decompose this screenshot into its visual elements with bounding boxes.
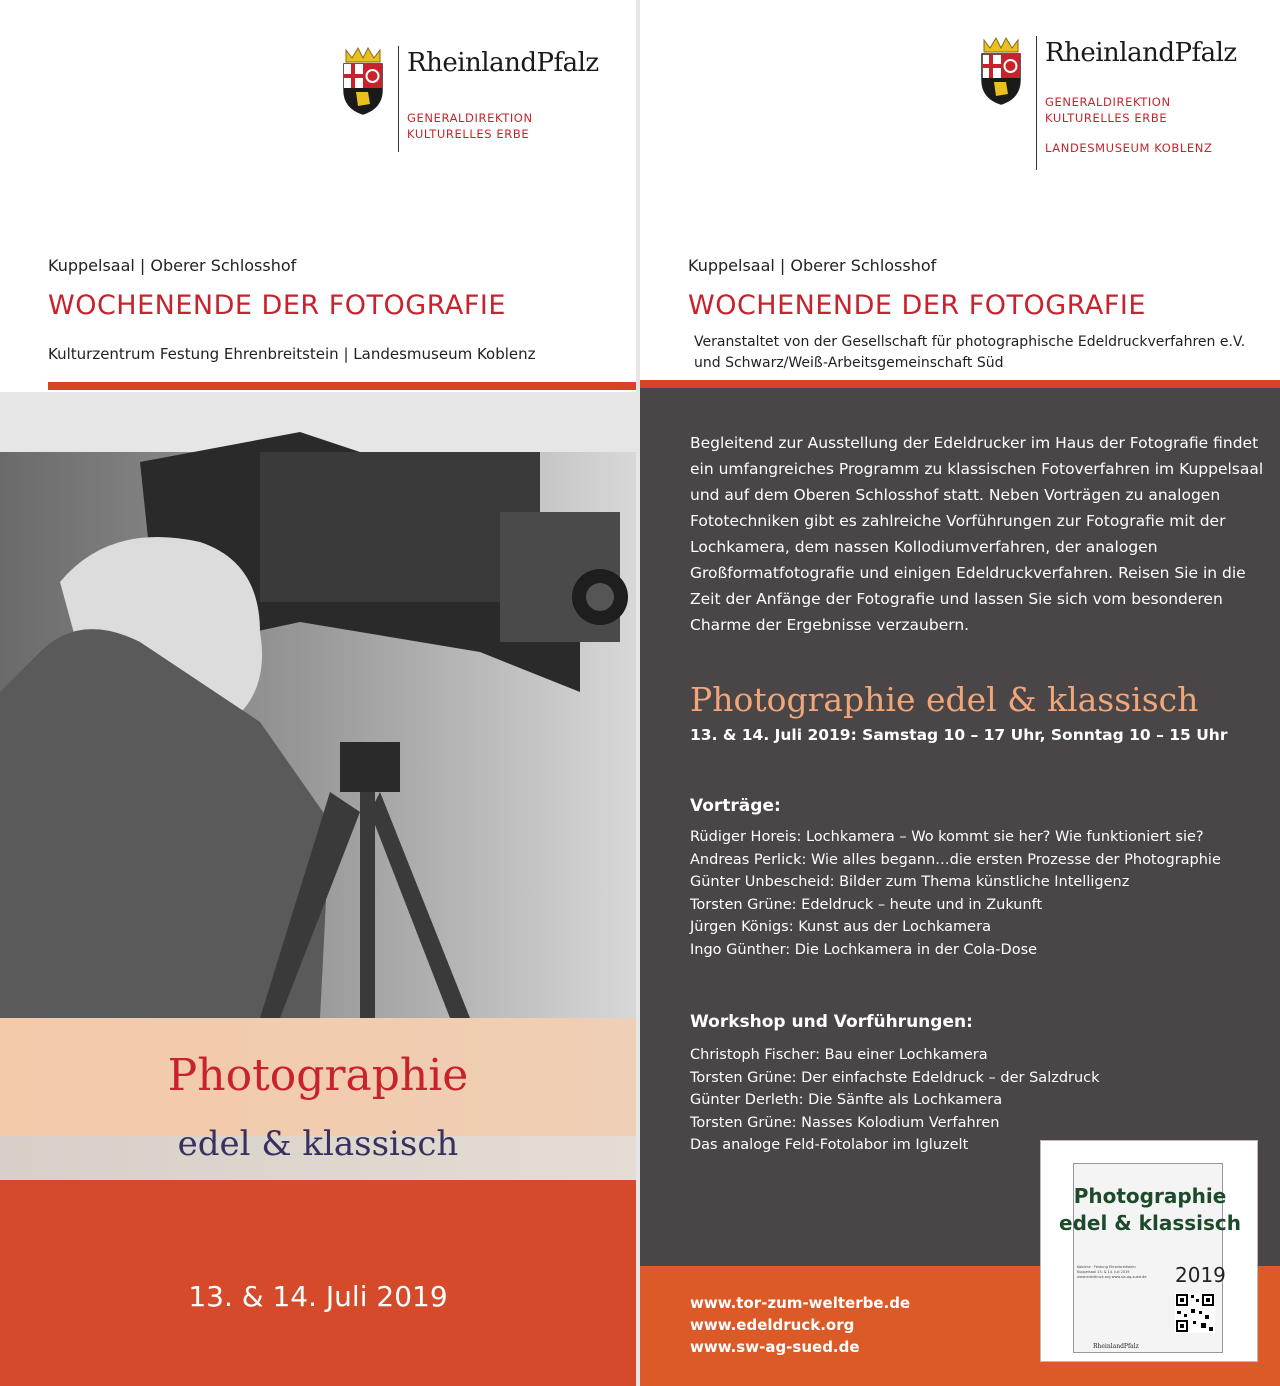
organizer-line-2: und Schwarz/Weiß-Arbeitsgemeinschaft Süd	[694, 355, 1004, 371]
venue-kicker: Kuppelsaal | Oberer Schlosshof	[688, 256, 937, 275]
event-date: 13. & 14. Juli 2019	[188, 1280, 448, 1313]
list-item: Torsten Grüne: Edeldruck – heute und in Zukunft	[690, 896, 1043, 913]
logo-sub-3: LANDESMUSEUM KOBLENZ	[1045, 141, 1213, 155]
logo-sub-2: KULTURELLES ERBE	[407, 127, 530, 141]
event-schedule: 13. & 14. Juli 2019: Samstag 10 – 17 Uhr, Sonntag 10 – 15 Uhr	[690, 726, 1228, 744]
event-headline: WOCHENENDE DER FOTOGRAFIE	[48, 290, 506, 321]
list-item: Torsten Grüne: Nasses Kolodium Verfahren	[690, 1114, 1000, 1131]
intro-text: Begleitend zur Ausstellung der Edeldrucker im Haus der Fotografie findet ein umfangreiches Programm zu klassischen Fotoverfahren im Kuppelsaal und auf dem Oberen Schlosshof statt. Neben Vorträgen zu analogen Fototechniken gibt es zahlreiche Vorführungen zur Fotografie mit der Lochkamera, dem nassen Kollodiumverfahren, der analogen Großformatfotografie und einigen Edeldruckverfahren. Reisen Sie in die Zeit der Anfänge der Fotografie und lassen Sie sich vom besonderen Charme der Ergebnisse verzaubern.	[690, 434, 1264, 634]
flyer-subtitle: edel & klassisch	[177, 1124, 459, 1164]
website-link[interactable]: www.sw-ag-sued.de	[690, 1338, 860, 1356]
mini-flyer-title	[1041, 1183, 1259, 1237]
list-item: Günter Unbescheid: Bilder zum Thema künstliche Intelligenz	[690, 874, 1130, 891]
list-item: Christoph Fischer: Bau einer Lochkamera	[690, 1047, 988, 1063]
list-item: Günter Derleth: Die Sänfte als Lochkamera	[690, 1092, 1003, 1109]
venue-kicker: Kuppelsaal | Oberer Schlosshof	[48, 256, 297, 275]
website-link[interactable]: www.tor-zum-welterbe.de	[690, 1294, 911, 1312]
list-item: Rüdiger Horeis: Lochkamera – Wo kommt sie her? Wie funktioniert sie?	[690, 829, 1204, 845]
list-item: Andreas Perlick: Wie alles begann…die ersten Prozesse der Photographie	[690, 851, 1221, 868]
flyer-title: Photographie	[167, 1050, 469, 1101]
mini-flyer-year: 2019	[1175, 1263, 1226, 1287]
list-item: Ingo Günther: Die Lochkamera in der Cola-Dose	[690, 941, 1038, 958]
workshops-list	[690, 1044, 1100, 1157]
flyer-back	[640, 0, 1280, 1386]
accent-bar	[640, 380, 1280, 388]
list-item: Jürgen Königs: Kunst aus der Lochkamera	[690, 919, 991, 936]
website-links	[690, 1292, 910, 1358]
rlp-logo	[338, 46, 599, 152]
flyer-front	[0, 0, 636, 1386]
event-title: Photographie edel & klassisch	[690, 680, 1199, 719]
workshops-heading: Workshop und Vorführungen:	[690, 1012, 973, 1032]
brand-name: RheinlandPfalz	[407, 48, 599, 78]
list-item: Das analoge Feld-Fotolabor im Igluzelt	[690, 1137, 969, 1154]
talks-heading: Vorträge:	[690, 796, 781, 816]
logo-sub-1: GENERALDIREKTION	[1045, 95, 1171, 109]
website-link[interactable]: www.edeldruck.org	[690, 1316, 855, 1334]
accent-bar	[48, 382, 636, 390]
coat-of-arms-icon	[338, 46, 388, 116]
logo-sub-2: KULTURELLES ERBE	[1045, 111, 1168, 125]
logo-sub-1: GENERALDIREKTION	[407, 111, 533, 125]
mini-flyer-text: Koblenz · Festung Ehrenbreitstein Kuppelsaal 13. & 14. Juli 2019 www.edeldruck.org www.sw-ag-sued.de	[1077, 1265, 1147, 1279]
mini-title-line-1: Photographie	[1073, 1184, 1227, 1208]
photographer-photo	[0, 392, 636, 1018]
qr-code-icon	[1175, 1293, 1215, 1333]
coat-of-arms-icon	[976, 36, 1026, 106]
brand-name: RheinlandPfalz	[1045, 38, 1237, 68]
rlp-logo-right	[976, 36, 1237, 170]
mini-flyer-brand: RheinlandPfalz	[1093, 1343, 1139, 1350]
organizer-line-1: Veranstaltet von der Gesellschaft für photographische Edeldruckverfahren e.V.	[694, 334, 1246, 350]
list-item: Torsten Grüne: Der einfachste Edeldruck – der Salzdruck	[690, 1069, 1100, 1086]
venue-subline: Kulturzentrum Festung Ehrenbreitstein | Landesmuseum Koblenz	[48, 345, 536, 363]
event-headline: WOCHENENDE DER FOTOGRAFIE	[688, 290, 1146, 321]
talks-list	[690, 826, 1221, 962]
mini-title-line-2: edel & klassisch	[1059, 1211, 1241, 1235]
mini-flyer-image	[1040, 1140, 1258, 1362]
